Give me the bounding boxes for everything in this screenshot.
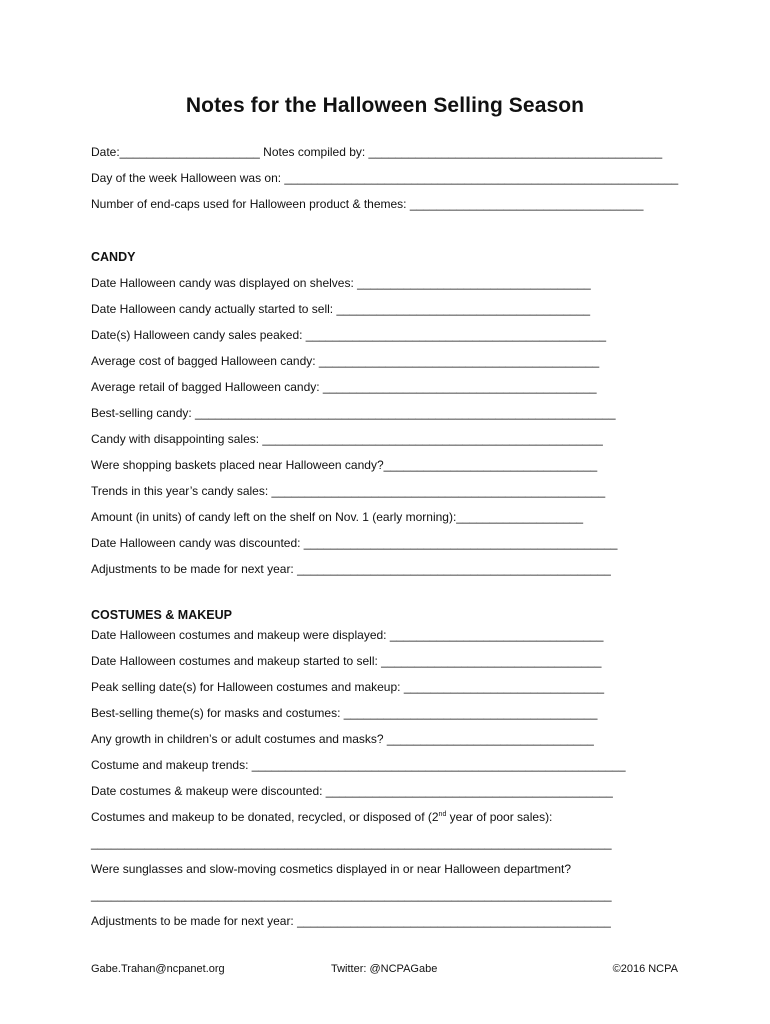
donate-suffix-text: year of poor sales): xyxy=(446,810,553,824)
sunglasses-answer-blank[interactable]: ______________________________________________________________________________ xyxy=(91,888,612,902)
candy-displayed-line[interactable]: Date Halloween candy was displayed on shelves: ___________________________________ xyxy=(91,276,591,290)
candy-started-sell-line[interactable]: Date Halloween candy actually started to sell: ______________________________________ xyxy=(91,302,591,316)
costumes-donate-question xyxy=(91,810,552,824)
document-title: Notes for the Halloween Selling Season xyxy=(185,94,585,117)
costumes-adjustments-line[interactable]: Adjustments to be made for next year: _______________________________________________ xyxy=(91,914,611,928)
candy-section-heading: CANDY xyxy=(91,250,136,264)
costumes-started-sell-line[interactable]: Date Halloween costumes and makeup started to sell: _________________________________ xyxy=(91,654,602,668)
best-selling-theme-line[interactable]: Best-selling theme(s) for masks and costumes: ______________________________________ xyxy=(91,706,598,720)
candy-left-over-line[interactable]: Amount (in units) of candy left on the shelf on Nov. 1 (early morning):___________________ xyxy=(91,510,584,524)
disappointing-candy-line[interactable]: Candy with disappointing sales: ___________________________________________________ xyxy=(91,432,603,446)
footer-twitter: Twitter: @NCPAGabe xyxy=(331,963,438,975)
candy-trends-line[interactable]: Trends in this year’s candy sales: __________________________________________________ xyxy=(91,484,606,498)
costumes-section-heading: COSTUMES & MAKEUP xyxy=(91,608,232,622)
best-selling-candy-line[interactable]: Best-selling candy: _______________________________________________________________ xyxy=(91,406,616,420)
costume-trends-line[interactable]: Costume and makeup trends: ________________________________________________________ xyxy=(91,758,626,772)
donate-answer-blank[interactable]: ______________________________________________________________________________ xyxy=(91,836,612,850)
date-and-compiler-line[interactable]: Date:_____________________ Notes compiled by: ____________________________________________ xyxy=(91,145,663,159)
end-caps-line[interactable]: Number of end-caps used for Halloween product & themes: ___________________________________ xyxy=(91,197,644,211)
footer-copyright: ©2016 NCPA xyxy=(612,963,678,975)
candy-average-retail-line[interactable]: Average retail of bagged Halloween candy: _________________________________________ xyxy=(91,380,597,394)
candy-average-cost-line[interactable]: Average cost of bagged Halloween candy: __________________________________________ xyxy=(91,354,600,368)
ordinal-superscript: nd xyxy=(438,811,447,818)
sunglasses-question: Were sunglasses and slow-moving cosmetics displayed in or near Halloween department? xyxy=(91,862,572,876)
costumes-displayed-line[interactable]: Date Halloween costumes and makeup were displayed: ________________________________ xyxy=(91,628,604,642)
shopping-baskets-line[interactable]: Were shopping baskets placed near Halloween candy?________________________________ xyxy=(91,458,598,472)
costumes-peak-line[interactable]: Peak selling date(s) for Halloween costumes and makeup: ______________________________ xyxy=(91,680,605,694)
costume-growth-line[interactable]: Any growth in children’s or adult costumes and masks? _______________________________ xyxy=(91,732,594,746)
footer-email: Gabe.Trahan@ncpanet.org xyxy=(91,963,225,975)
candy-peaked-line[interactable]: Date(s) Halloween candy sales peaked: _____________________________________________ xyxy=(91,328,607,342)
candy-adjustments-line[interactable]: Adjustments to be made for next year: _______________________________________________ xyxy=(91,562,611,576)
candy-discounted-line[interactable]: Date Halloween candy was discounted: _______________________________________________ xyxy=(91,536,618,550)
halloween-weekday-line[interactable]: Day of the week Halloween was on: ___________________________________________________________ xyxy=(91,171,679,185)
costumes-discounted-line[interactable]: Date costumes & makeup were discounted: ___________________________________________ xyxy=(91,784,613,798)
donate-prefix-text: Costumes and makeup to be donated, recycled, or disposed of (2 xyxy=(91,810,439,824)
